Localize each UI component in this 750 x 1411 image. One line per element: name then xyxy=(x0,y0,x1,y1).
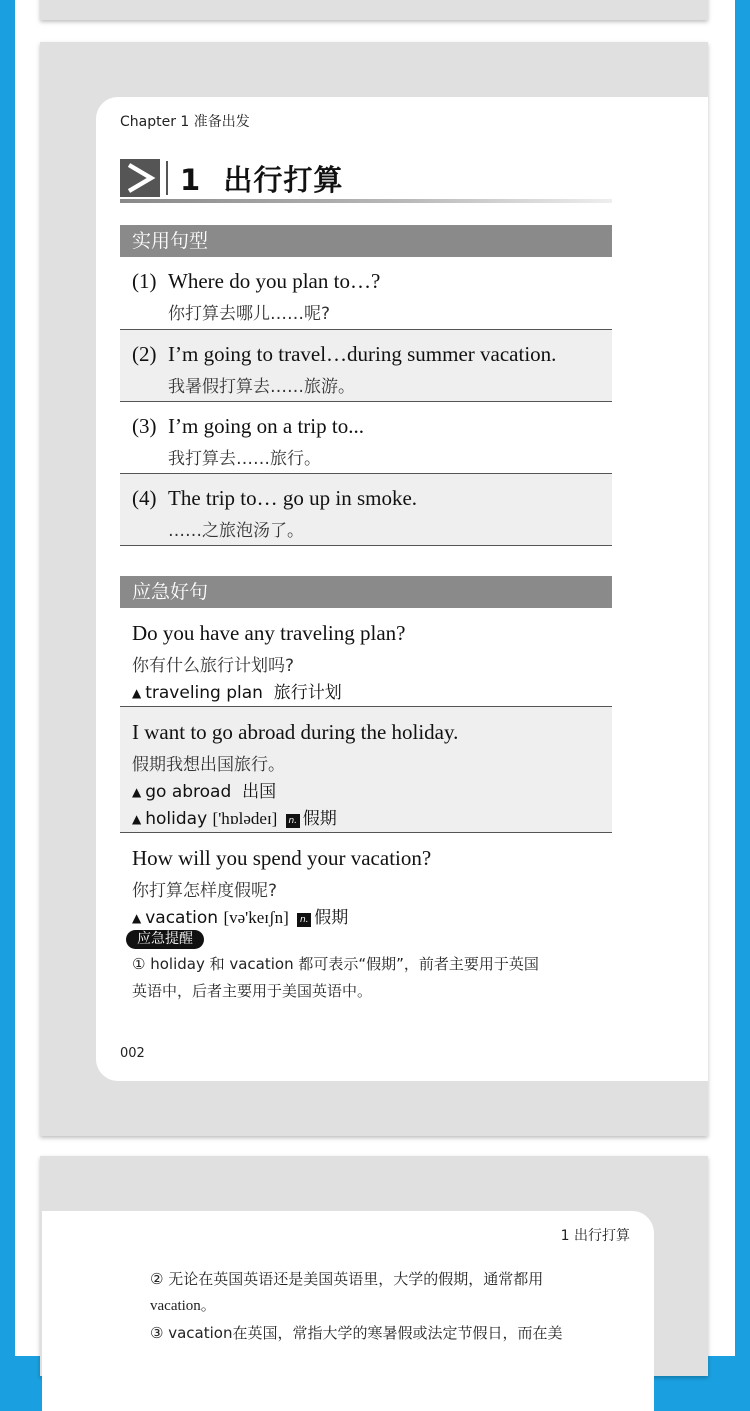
pattern-english: Where do you plan to…? xyxy=(168,269,381,293)
tip-badge: 应急提醒 xyxy=(126,930,204,949)
emergency-sentences-heading: 应急好句 xyxy=(120,576,612,608)
keyword-meaning: 出国 xyxy=(242,782,277,802)
pattern-english: I’m going on a trip to... xyxy=(168,414,364,438)
pattern-number: (1) xyxy=(132,269,157,293)
pattern-row-1 xyxy=(120,257,612,330)
title-underline xyxy=(120,199,612,203)
sentence-chinese: 假期我想出国旅行。 xyxy=(132,755,285,775)
keyword-term: go abroad xyxy=(145,782,232,802)
sentence-english: I want to go abroad during the holiday. xyxy=(132,720,459,744)
pattern-row-4 xyxy=(120,474,612,546)
tip-note-2: ② 无论在英国英语还是美国英语里，大学的假期，通常都用 vacation。 ③ vacation在英国，常指大学的寒暑假或法定节假日，而在美 xyxy=(150,1270,563,1342)
keyword-phonetic: [və'keɪʃn] xyxy=(223,908,289,927)
sentence-english: How will you spend your vacation? xyxy=(132,846,432,870)
pattern-row-2 xyxy=(120,330,612,402)
pattern-english: I’m going to travel…during summer vacation. xyxy=(168,342,557,366)
keyword-line: ▲ traveling plan 旅行计划 xyxy=(132,683,342,703)
pattern-row-3 xyxy=(120,402,612,474)
keyword-line: ▲ holiday ['hɒlədeɪ] n. 假期 xyxy=(132,809,337,829)
chapter-label: Chapter 1 准备出发 xyxy=(120,114,250,130)
section-title-row xyxy=(120,159,612,203)
pattern-number: (4) xyxy=(132,486,157,510)
sentence-patterns-heading: 实用句型 xyxy=(120,225,612,257)
book-page xyxy=(96,97,708,1081)
keyword-term: holiday xyxy=(145,809,208,829)
part-of-speech-badge: n. xyxy=(297,913,311,927)
keyword-meaning: 旅行计划 xyxy=(273,683,342,703)
section-title: 1 出行打算 xyxy=(180,163,344,197)
keyword-meaning: 假期 xyxy=(314,908,349,928)
title-divider xyxy=(166,161,168,195)
sentence-row-1 xyxy=(120,608,612,707)
sentence-chinese: 你有什么旅行计划吗? xyxy=(132,656,295,676)
sentence-row-3 xyxy=(120,833,612,933)
sentence-chinese: 你打算怎样度假呢? xyxy=(132,881,278,901)
page-number: 002 xyxy=(120,1046,145,1061)
sentence-row-2 xyxy=(120,707,612,833)
previous-page-card xyxy=(40,0,708,20)
chevron-right-icon xyxy=(120,159,160,197)
pattern-number: (3) xyxy=(132,414,157,438)
tip-note-1: ① holiday 和 vacation 都可表示“假期”，前者主要用于英国 英语中，后者主要用于美国英语中。 xyxy=(132,955,539,1000)
pattern-number: (2) xyxy=(132,342,157,366)
keyword-phonetic: ['hɒlədeɪ] xyxy=(212,809,278,828)
pattern-chinese: ……之旅泡汤了。 xyxy=(168,521,304,541)
keyword-term: vacation xyxy=(145,908,219,928)
part-of-speech-badge: n. xyxy=(286,814,300,828)
running-head: 1 出行打算 xyxy=(560,1228,630,1244)
next-book-page xyxy=(42,1211,654,1411)
keyword-line: ▲ go abroad 出国 xyxy=(132,782,277,802)
pattern-chinese: 你打算去哪儿……呢? xyxy=(168,304,331,324)
keyword-meaning: 假期 xyxy=(302,809,337,829)
pattern-chinese: 我暑假打算去……旅游。 xyxy=(168,377,355,397)
pattern-chinese: 我打算去……旅行。 xyxy=(168,449,321,469)
keyword-line: ▲ vacation [və'keɪʃn] n. 假期 xyxy=(132,908,349,928)
sentence-english: Do you have any traveling plan? xyxy=(132,621,406,645)
pattern-english: The trip to… go up in smoke. xyxy=(168,486,418,510)
keyword-term: traveling plan xyxy=(145,683,263,703)
